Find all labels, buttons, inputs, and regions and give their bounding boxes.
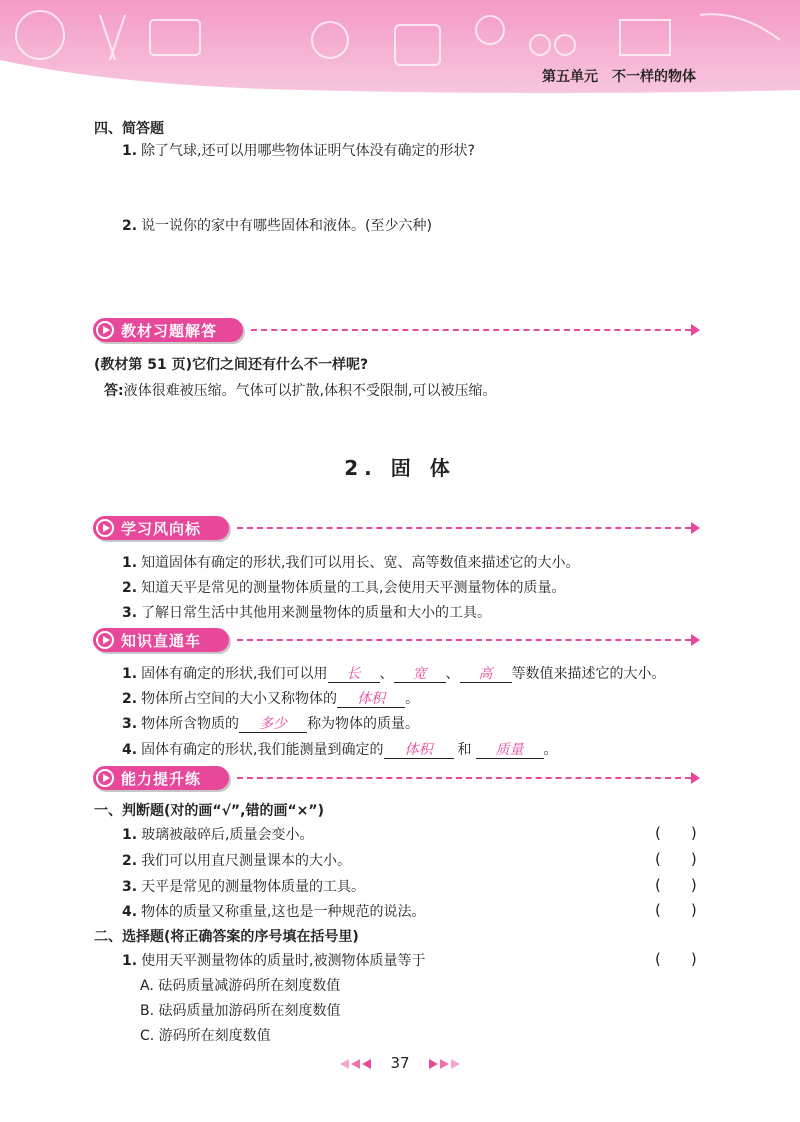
goal-number: 1.	[122, 555, 138, 571]
item-number: 1.	[122, 953, 138, 969]
short-answer-heading: 四、简答题	[94, 121, 164, 137]
item-number: 3.	[122, 879, 138, 895]
section-title: 2. 固 体	[344, 456, 456, 480]
answer-paren[interactable]: ( )	[655, 901, 697, 919]
play-icon	[96, 769, 114, 787]
line-text: 物体所占空间的大小又称物体的	[141, 691, 338, 707]
knowledge-line-3	[122, 713, 419, 733]
page-number: 37	[390, 1054, 410, 1072]
goal-text: 知道固体有确定的形状,我们可以用长、宽、高等数值来描述它的大小。	[141, 555, 580, 571]
knowledge-line-2	[122, 688, 419, 708]
answer-blank: 宽	[394, 666, 446, 683]
banner-label: 学习风向标	[121, 520, 202, 538]
answer-text: 液体很难被压缩。气体可以扩散,体积不受限制,可以被压缩。	[123, 383, 497, 399]
judge-item	[122, 901, 426, 921]
choice-heading: 二、选择题(将正确答案的序号填在括号里)	[94, 929, 359, 945]
answer-blank: 体积	[337, 691, 405, 708]
goals-banner	[93, 516, 705, 540]
q1-text: 除了气球,还可以用哪些物体证明气体没有确定的形状?	[141, 143, 475, 159]
banner-pill	[93, 318, 243, 342]
practice-banner	[93, 766, 705, 790]
knowledge-line-4	[122, 739, 558, 759]
choice-option: C. 游码所在刻度数值	[140, 1028, 271, 1044]
goal-item	[122, 602, 491, 622]
line-text: 称为物体的质量。	[307, 716, 420, 732]
textbook-banner	[93, 318, 705, 342]
q2-number: 2.	[122, 218, 138, 234]
q1-number: 1.	[122, 143, 138, 159]
answer-blank: 多少	[239, 716, 307, 733]
line-text: 物体所含物质的	[141, 716, 240, 732]
arrow-left-icon	[340, 1059, 349, 1069]
answer-label: 答:	[104, 383, 124, 399]
judge-item	[122, 824, 314, 844]
arrow-left-icon	[362, 1059, 371, 1069]
textbook-answer	[104, 380, 497, 400]
answer-paren[interactable]: ( )	[655, 850, 697, 868]
choice-option: A. 砝码质量减游码所在刻度数值	[140, 978, 341, 994]
answer-blank: 长	[328, 666, 380, 683]
answer-blank: 质量	[476, 742, 544, 759]
knowledge-banner	[93, 628, 705, 652]
item-number: 4.	[122, 742, 138, 758]
arrow-right-icon	[451, 1059, 460, 1069]
header-banner	[0, 0, 800, 102]
item-number: 2.	[122, 691, 138, 707]
answer-paren[interactable]: ( )	[655, 824, 697, 842]
item-text: 天平是常见的测量物体质量的工具。	[141, 879, 366, 895]
banner-pill	[93, 766, 229, 790]
arrow-right-icon	[691, 324, 700, 336]
textbook-question: (教材第 51 页)它们之间还有什么不一样呢?	[94, 357, 369, 373]
short-answer-q2	[122, 215, 432, 235]
arrow-right-icon	[691, 522, 700, 534]
item-number: 3.	[122, 716, 138, 732]
item-number: 4.	[122, 904, 138, 920]
line-text: 固体有确定的形状,我们能测量到确定的	[141, 742, 384, 758]
goal-text: 了解日常生活中其他用来测量物体的质量和大小的工具。	[141, 605, 492, 621]
banner-dashline	[251, 329, 691, 331]
answer-blank: 体积	[384, 742, 454, 759]
arrow-right-icon	[691, 634, 700, 646]
knowledge-line-1	[122, 663, 666, 683]
arrow-right-icon	[440, 1059, 449, 1069]
item-text: 我们可以用直尺测量课本的大小。	[141, 853, 352, 869]
judge-item	[122, 850, 351, 870]
goal-text: 知道天平是常见的测量物体质量的工具,会使用天平测量物体的质量。	[141, 580, 566, 596]
judge-heading: 一、判断题(对的画“√”,错的画“×”)	[94, 803, 324, 819]
banner-label: 教材习题解答	[121, 322, 218, 340]
line-text: 和	[457, 742, 472, 758]
play-icon	[96, 519, 114, 537]
choice-option: B. 砝码质量加游码所在刻度数值	[140, 1003, 341, 1019]
banner-pill	[93, 516, 229, 540]
arrow-right-icon	[429, 1059, 438, 1069]
item-text: 物体的质量又称重量,这也是一种规范的说法。	[141, 904, 426, 920]
line-text: 。	[405, 691, 420, 707]
banner-dashline	[237, 527, 691, 529]
short-answer-q1	[122, 140, 475, 160]
item-text: 使用天平测量物体的质量时,被测物体质量等于	[141, 953, 426, 969]
separator: 、	[445, 666, 460, 682]
goal-item	[122, 552, 580, 572]
line-text: 固体有确定的形状,我们可以用	[141, 666, 328, 682]
banner-dashline	[237, 639, 691, 641]
goal-item	[122, 577, 566, 597]
line-text: 等数值来描述它的大小。	[511, 666, 666, 682]
banner-dashline	[237, 777, 691, 779]
unit-title: 第五单元 不一样的物体	[542, 69, 696, 85]
item-number: 2.	[122, 853, 138, 869]
choice-question	[122, 950, 426, 970]
item-number: 1.	[122, 666, 138, 682]
separator: 、	[379, 666, 394, 682]
play-icon	[96, 321, 114, 339]
arrow-right-icon	[691, 772, 700, 784]
item-text: 玻璃被敲碎后,质量会变小。	[141, 827, 314, 843]
line-text: 。	[543, 742, 558, 758]
page-footer	[0, 1054, 800, 1072]
play-icon	[96, 631, 114, 649]
banner-label: 能力提升练	[121, 770, 202, 788]
banner-label: 知识直通车	[121, 632, 202, 650]
answer-blank: 高	[460, 666, 512, 683]
q2-text: 说一说你的家中有哪些固体和液体。(至少六种)	[141, 218, 432, 234]
answer-paren[interactable]: ( )	[655, 876, 697, 894]
item-number: 1.	[122, 827, 138, 843]
arrow-left-icon	[351, 1059, 360, 1069]
answer-paren[interactable]: ( )	[655, 950, 697, 968]
goal-number: 2.	[122, 580, 138, 596]
judge-item	[122, 876, 365, 896]
goal-number: 3.	[122, 605, 138, 621]
banner-pill	[93, 628, 229, 652]
